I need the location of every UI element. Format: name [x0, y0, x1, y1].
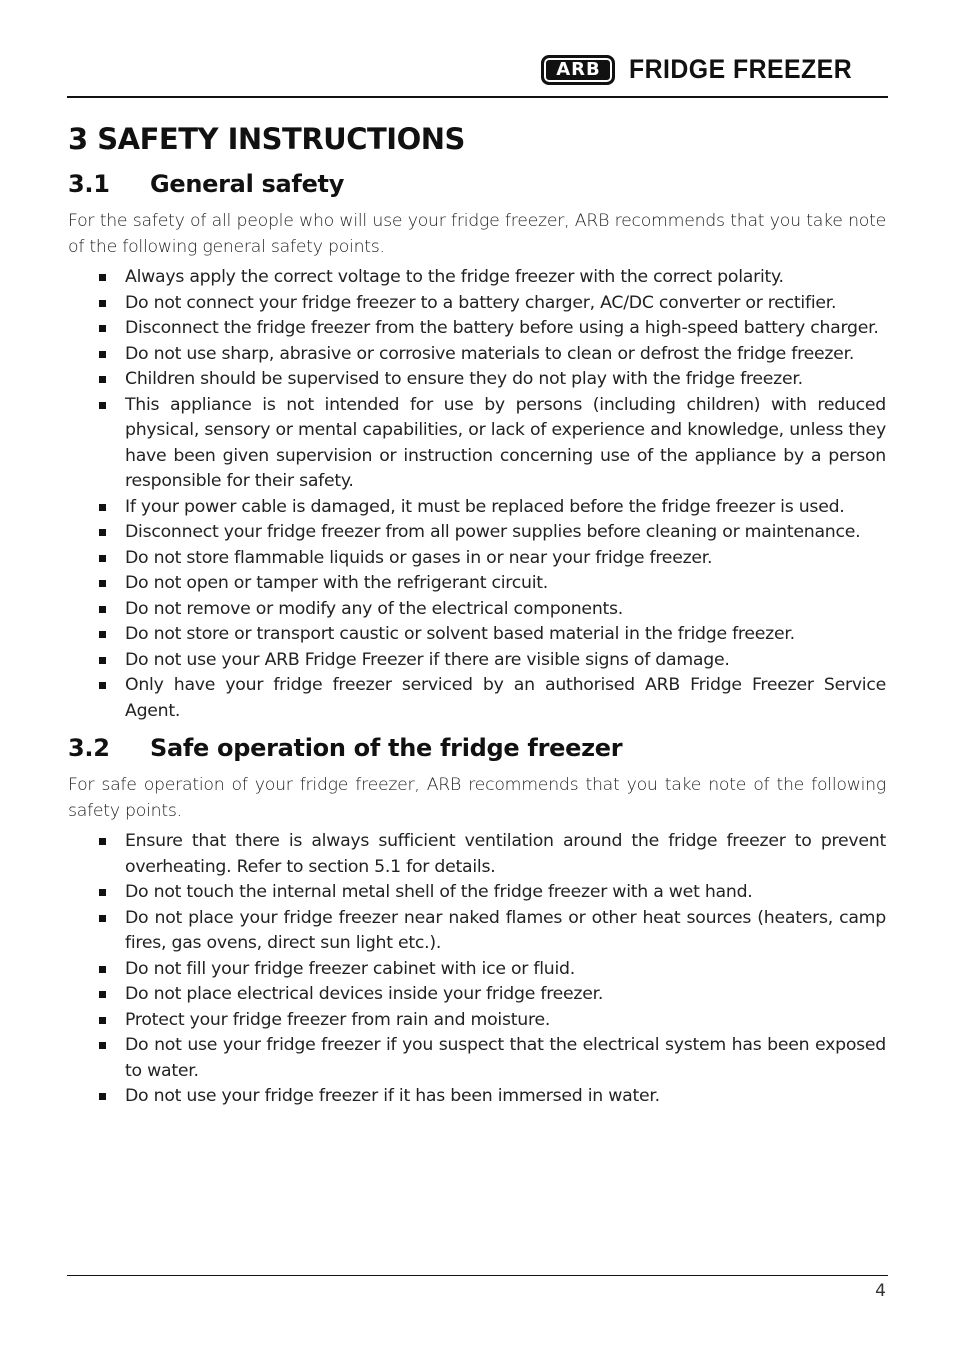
list-item: Do not connect your fridge freezer to a battery charger, AC/DC converter or rectifier.	[68, 291, 886, 317]
list-item: Do not place your fridge freezer near naked flames or other heat sources (heaters, camp fires, gas ovens, direct sun light etc.).	[68, 906, 886, 957]
bullet-icon	[99, 376, 106, 383]
section-safe-operation	[68, 734, 886, 1110]
list-item: Do not store flammable liquids or gases in or near your fridge freezer.	[68, 546, 886, 572]
section-title: General safety	[150, 170, 345, 198]
bullet-icon	[99, 351, 106, 358]
bullet-icon	[99, 555, 106, 562]
bullet-icon	[99, 606, 106, 613]
list-item: Do not fill your fridge freezer cabinet with ice or fluid.	[68, 957, 886, 983]
list-item: If your power cable is damaged, it must be replaced before the fridge freezer is used.	[68, 495, 886, 521]
bullet-icon	[99, 1042, 106, 1049]
bullet-icon	[99, 580, 106, 587]
bullet-icon	[99, 682, 106, 689]
section-number: 3.2	[68, 734, 110, 762]
list-item: Do not use your fridge freezer if it has been immersed in water.	[68, 1084, 886, 1110]
bullet-icon	[99, 915, 106, 922]
list-item: Do not store or transport caustic or solvent based material in the fridge freezer.	[68, 622, 886, 648]
bullet-icon	[99, 504, 106, 511]
bullet-icon	[99, 991, 106, 998]
main-content	[68, 122, 886, 1110]
bullet-icon	[99, 1017, 106, 1024]
bullet-icon	[99, 274, 106, 281]
list-item: Do not use sharp, abrasive or corrosive materials to clean or defrost the fridge freezer.	[68, 342, 886, 368]
section-heading	[68, 734, 886, 762]
bullet-icon	[99, 966, 106, 973]
section-general-safety	[68, 170, 886, 724]
list-item: Do not use your fridge freezer if you suspect that the electrical system has been exposed to water.	[68, 1033, 886, 1084]
list-item: Do not use your ARB Fridge Freezer if there are visible signs of damage.	[68, 648, 886, 674]
bullet-icon	[99, 529, 106, 536]
bullet-icon	[99, 657, 106, 664]
safety-list	[68, 265, 886, 724]
list-item: This appliance is not intended for use by persons (including children) with reduced physical, sensory or mental capabilities, or lack of experience and knowledge, unless they have been given supervision or instruction concerning use of the appliance by a person responsible for their safety.	[68, 393, 886, 495]
list-item: Disconnect your fridge freezer from all power supplies before cleaning or maintenance.	[68, 520, 886, 546]
bullet-icon	[99, 889, 106, 896]
section-title: Safe operation of the fridge freezer	[150, 734, 623, 762]
section-number: 3.1	[68, 170, 110, 198]
list-item: Do not place electrical devices inside your fridge freezer.	[68, 982, 886, 1008]
bullet-icon	[99, 838, 106, 845]
list-item: Do not open or tamper with the refrigerant circuit.	[68, 571, 886, 597]
section-intro: For the safety of all people who will use your fridge freezer, ARB recommends that you take note of the following general safety points.	[68, 211, 886, 257]
footer-rule	[67, 1275, 888, 1276]
list-item: Only have your fridge freezer serviced by an authorised ARB Fridge Freezer Service Agent.	[68, 673, 886, 724]
bullet-icon	[99, 325, 106, 332]
brand	[541, 54, 872, 85]
list-item: Always apply the correct voltage to the fridge freezer with the correct polarity.	[68, 265, 886, 291]
list-item: Protect your fridge freezer from rain and moisture.	[68, 1008, 886, 1034]
list-item: Ensure that there is always sufficient ventilation around the fridge freezer to prevent overheating. Refer to section 5.1 for details.	[68, 829, 886, 880]
page-title: 3 SAFETY INSTRUCTIONS	[68, 122, 465, 156]
bullet-icon	[99, 631, 106, 638]
bullet-icon	[99, 402, 106, 409]
arb-logo: ARB	[541, 55, 615, 85]
page-number: 4	[875, 1281, 886, 1301]
list-item: Do not touch the internal metal shell of the fridge freezer with a wet hand.	[68, 880, 886, 906]
bullet-icon	[99, 300, 106, 307]
list-item: Children should be supervised to ensure they do not play with the fridge freezer.	[68, 367, 886, 393]
bullet-icon	[99, 1093, 106, 1100]
section-intro: For safe operation of your fridge freezer, ARB recommends that you take note of the following safety points.	[68, 775, 886, 821]
list-item: Disconnect the fridge freezer from the battery before using a high-speed battery charger.	[68, 316, 886, 342]
page-header	[67, 50, 888, 98]
section-heading	[68, 170, 886, 198]
safety-list	[68, 829, 886, 1110]
list-item: Do not remove or modify any of the electrical components.	[68, 597, 886, 623]
product-name: FRIDGE FREEZER	[629, 54, 853, 84]
